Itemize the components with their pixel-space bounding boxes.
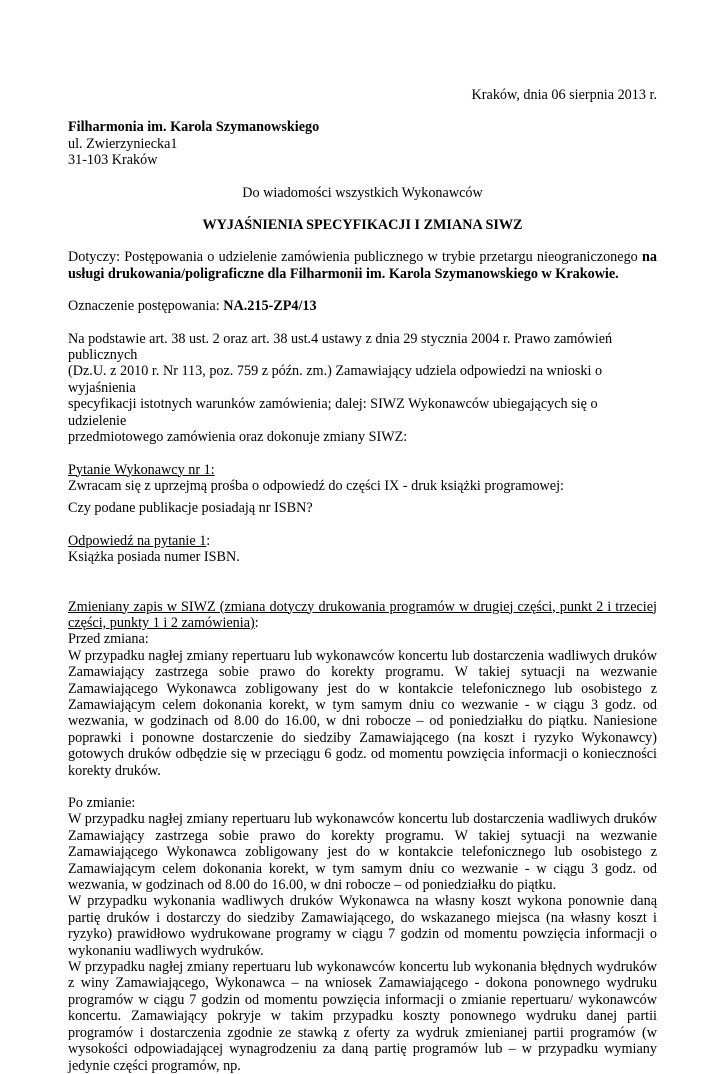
subject-lead: Dotyczy: Postępowania o udzielenie zamówienia publicznego w trybie przetargu nieograniczonego [68, 249, 643, 266]
document-title: WYJAŚNIENIA SPECYFIKACJI I ZMIANA SIWZ [202, 217, 523, 234]
change-heading-text: Zmieniany zapis w SIWZ (zmiana dotyczy drukowania programów w drugiej części, punkt 2 i trzeciej części, punkty 1 i 2 zamówienia) [68, 598, 657, 631]
document-body [68, 87, 657, 1074]
before-text: W przypadku nagłej zmiany repertuaru lub wykonawców koncertu lub dostarczenia wadliwych druków Zamawiający zastrzega sobie prawo do korekty programu. W takiej sytuacji na wezwanie Zamawiającego Wykonawca zobligowany jest do w kontakcie telefonicznego lub osobistego z Zamawiającym celem dokonania korekt, w tym samym dniu co wezwanie - w ciągu 3 godz. od wezwania, w godzinach od 8.00 do 16.00, w dni robocze – od poniedziałku do piątku. Naniesione poprawki i ponowne dostarczenie do siedziby Zamawiającego (na koszt i ryzyko Wykonawcy) gotowych druków odbędzie się w przeciągu 6 godz. od momentu powzięcia informacji o konieczności korekty druków. [68, 647, 657, 779]
after-label: Po zmianie: [68, 795, 136, 811]
designation-value: NA.215-ZP4/13 [223, 298, 317, 315]
after-text-1: W przypadku nagłej zmiany repertuaru lub wykonawców koncertu lub dostarczenia wadliwych druków Zamawiający zastrzega sobie prawo do korekty programu. W takiej sytuacji na wezwanie Zamawiającego Wykonawca zobligowany jest do w kontakcie telefonicznego lub osobistego z Zamawiającym celem dokonania korekt, w tym samym dniu co wezwanie - w ciągu 3 godz. od wezwania, w godzinach od 8.00 do 16.00, w dni robocze – od poniedziałku do piątku. [68, 811, 657, 894]
question-section [68, 462, 657, 517]
change-heading-colon: : [254, 614, 259, 631]
intro-line: (Dz.U. z 2010 r. Nr 113, poz. 759 z późn. zm.) Zamawiający udziela odpowiedzi na wnioski o wyjaśnienia [68, 363, 603, 396]
change-section [68, 599, 657, 1074]
subject-bold: na usługi drukowania/poligraficzne dla Filharmonii im. Karola Szymanowskiego w Krakowie. [68, 249, 657, 282]
org-street: ul. Zwierzyniecka1 [68, 135, 178, 152]
designation-label: Oznaczenie postępowania: [68, 298, 224, 315]
before-label: Przed zmiana: [68, 631, 149, 648]
answer-text: Książka posiada numer ISBN. [68, 549, 240, 566]
intro-line: specyfikacji istotnych warunków zamówienia; dalej: SIWZ Wykonawców ubiegających się o udzielenie [68, 396, 598, 429]
answer-section [68, 533, 657, 566]
answer-label-row [68, 533, 657, 549]
intro-paragraph [68, 331, 657, 446]
addressee: Do wiadomości wszystkich Wykonawców [242, 184, 483, 201]
sender-address [68, 119, 657, 168]
answer-colon: : [206, 532, 211, 549]
question-line-2: Czy podane publikacje posiadają nr ISBN? [68, 500, 313, 517]
question-line-1: Zwracam się z uprzejmą prośba o odpowiedź do części IX - druk książki programowej: [68, 477, 564, 494]
after-text-2: W przypadku wykonania wadliwych druków Wykonawca na własny koszt wykona ponownie daną partię druków i dostarczy do siedziby Zamawiającego, do wskazanego miejsca (na własny koszt i ryzyko) prawidłowo wydrukowane programy w ciągu 7 godzin od momentu powzięcia informacji o wykonaniu wadliwych wydruków. [68, 893, 657, 959]
org-name: Filharmonia im. Karola Szymanowskiego [68, 119, 320, 136]
document-date: Kraków, dnia 06 sierpnia 2013 r. [471, 87, 657, 103]
after-text-3: W przypadku nagłej zmiany repertuaru lub wykonawców koncertu lub wykonania błędnych wydruków z winy Zamawiającego, Wykonawca – na wniosek Zamawiającego - dokona ponownego wydruku programów w ciągu 7 godzin od momentu powzięcia informacji o zmianie repertuaru/ wykonawców koncertu. Zamawiający pokryje w takim przypadku koszty ponownego wydruku danej partii programów i dostarczenia zgodnie ze stawką z oferty za wydruk zmienianej partii programów (w wysokości odpowiadającej wynagrodzeniu za daną partię programów lub – w przypadku wymiany jedynie części programów, np. [68, 959, 657, 1074]
org-city: 31-103 Kraków [68, 152, 158, 169]
question-label: Pytanie Wykonawcy nr 1: [68, 461, 215, 478]
answer-label: Odpowiedź na pytanie 1 [68, 532, 207, 549]
subject-paragraph [68, 249, 657, 282]
change-heading [68, 599, 657, 632]
procedure-designation [68, 298, 657, 314]
intro-line: przedmiotowego zamówienia oraz dokonuje zmiany SIWZ: [68, 429, 408, 446]
intro-line: Na podstawie art. 38 ust. 2 oraz art. 38 ust.4 ustawy z dnia 29 stycznia 2004 r. Prawo zamówień publicznych [68, 330, 613, 364]
